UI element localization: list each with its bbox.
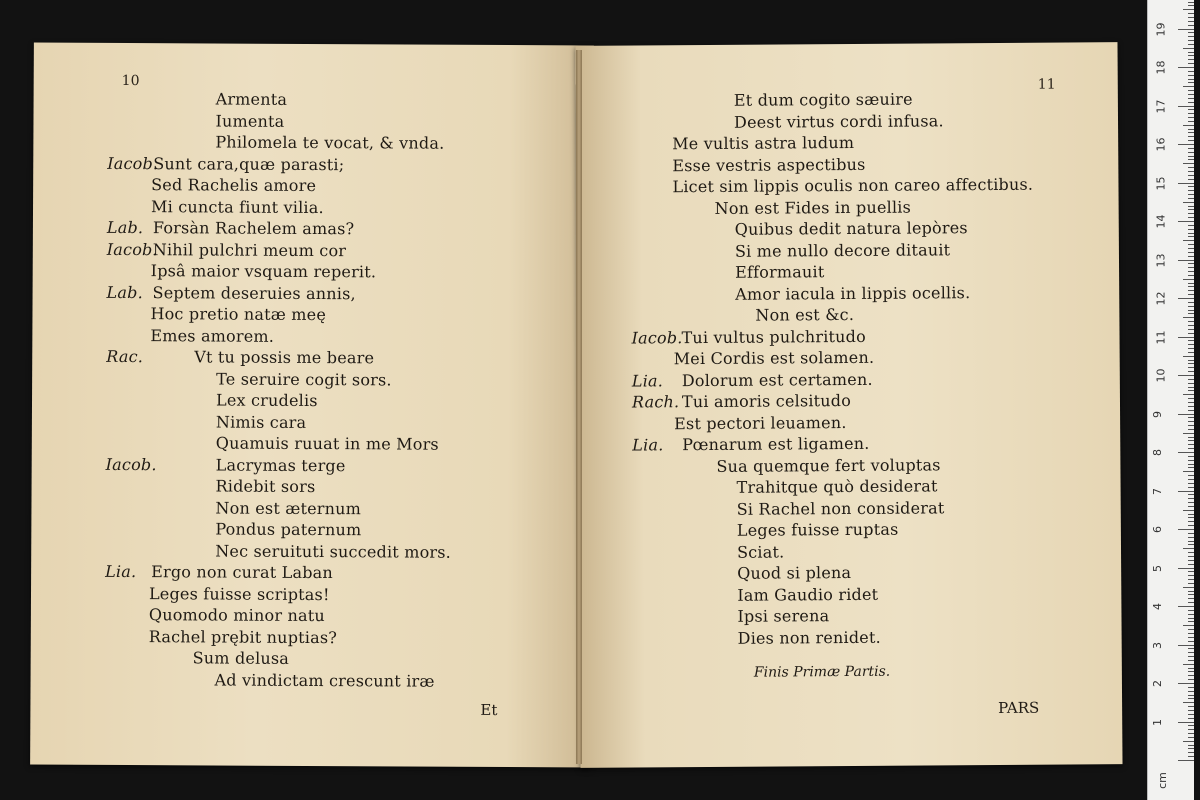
verse-line: Philomela te vocat, & vnda. <box>215 132 445 153</box>
speaker-label: Lab. <box>106 282 143 302</box>
ruler-tick <box>1178 221 1194 222</box>
verse-line: Pondus paternum <box>215 519 362 540</box>
ruler-tick <box>1188 371 1194 372</box>
ruler-tick <box>1188 641 1194 642</box>
verse-line: Esse vestris aspectibus <box>672 154 866 175</box>
ruler-tick <box>1188 117 1194 118</box>
ruler-tick <box>1188 456 1194 457</box>
page-number-left: 10 <box>121 72 140 90</box>
ruler-tick <box>1188 560 1194 561</box>
ruler-tick <box>1183 433 1194 434</box>
verse-line: Mi cuncta fiunt vilia. <box>150 196 324 217</box>
verse-line: Leges fuisse scriptas! <box>148 583 330 604</box>
ruler-tick <box>1183 548 1194 549</box>
ruler-tick <box>1188 633 1194 634</box>
ruler-tick <box>1188 244 1194 245</box>
ruler-tick <box>1178 106 1194 107</box>
ruler-tick <box>1188 363 1194 364</box>
ruler-tick <box>1188 521 1194 522</box>
ruler-tick <box>1188 698 1194 699</box>
ruler-tick <box>1188 729 1194 730</box>
verse-line: Ergo non curat Laban <box>151 562 334 583</box>
ruler-unit: cm <box>1155 772 1169 789</box>
verse-line: Si me nullo decore ditauit <box>734 239 951 261</box>
speaker-label: Lab. <box>106 217 144 238</box>
ruler-tick <box>1178 722 1194 723</box>
ruler-tick <box>1178 606 1194 607</box>
ruler-label: 14 <box>1154 214 1168 229</box>
speaker-label: Rach. <box>631 392 680 412</box>
ruler-tick <box>1188 629 1194 630</box>
ruler-tick <box>1188 275 1194 276</box>
verse-line: Iumenta <box>215 110 285 131</box>
ruler-tick <box>1183 240 1194 241</box>
ruler-tick <box>1188 733 1194 734</box>
ruler-tick <box>1188 348 1194 349</box>
ruler-tick <box>1188 506 1194 507</box>
ruler-tick <box>1188 252 1194 253</box>
ruler-tick <box>1188 533 1194 534</box>
ruler-tick <box>1188 544 1194 545</box>
ruler-tick <box>1188 129 1194 130</box>
ruler-tick <box>1188 25 1194 26</box>
ruler-tick <box>1188 444 1194 445</box>
speaker-label: Iacob. <box>106 239 158 259</box>
ruler-tick <box>1183 587 1194 588</box>
ruler-tick <box>1188 13 1194 14</box>
ruler-tick <box>1188 406 1194 407</box>
ruler-tick <box>1188 718 1194 719</box>
ruler-tick <box>1188 691 1194 692</box>
ruler-tick <box>1188 321 1194 322</box>
ruler-tick <box>1188 40 1194 41</box>
ruler-tick <box>1178 375 1194 376</box>
ruler-tick <box>1188 5 1194 6</box>
verse-line: Est pectori leuamen. <box>674 412 847 433</box>
ruler-tick <box>1188 132 1194 133</box>
ruler-tick <box>1188 525 1194 526</box>
ruler-tick <box>1188 437 1194 438</box>
ruler-tick <box>1188 194 1194 195</box>
ruler-tick <box>1188 209 1194 210</box>
ruler-tick <box>1188 652 1194 653</box>
verse-line: Efformauit <box>735 262 825 282</box>
ruler-tick <box>1178 298 1194 299</box>
ruler-tick <box>1188 294 1194 295</box>
ruler-tick <box>1188 44 1194 45</box>
verse-line: Ad vindictam crescunt iræ <box>214 669 435 691</box>
verse-line: Tui amoris celsitudo <box>681 390 852 412</box>
ruler-tick <box>1188 59 1194 60</box>
ruler-tick <box>1188 695 1194 696</box>
ruler-tick <box>1188 148 1194 149</box>
verse-line: Lex crudelis <box>215 390 318 411</box>
ruler-tick <box>1183 9 1194 10</box>
ruler-tick <box>1188 410 1194 411</box>
verse-line: Te seruire cogit sors. <box>216 368 392 389</box>
ruler-tick <box>1188 236 1194 237</box>
ruler-tick <box>1188 229 1194 230</box>
ruler-tick <box>1188 637 1194 638</box>
ruler-label: 17 <box>1154 99 1168 113</box>
ruler-tick <box>1188 487 1194 488</box>
ruler-tick <box>1183 394 1194 395</box>
ruler-tick <box>1188 398 1194 399</box>
ruler-tick <box>1188 494 1194 495</box>
ruler-tick <box>1178 67 1194 68</box>
verse-line: Leges fuisse ruptas <box>736 519 899 540</box>
ruler-tick <box>1188 710 1194 711</box>
ruler-tick <box>1188 564 1194 565</box>
verse-line: Lacrymas terge <box>215 454 346 475</box>
ruler-tick <box>1188 752 1194 753</box>
ruler-tick <box>1188 479 1194 480</box>
ruler-tick <box>1178 144 1194 145</box>
ruler-tick <box>1188 344 1194 345</box>
ruler-tick <box>1188 448 1194 449</box>
ruler-tick <box>1178 452 1194 453</box>
ruler-tick <box>1188 483 1194 484</box>
ruler-tick <box>1188 313 1194 314</box>
ruler-label: 10 <box>1154 368 1168 383</box>
ruler-tick <box>1188 306 1194 307</box>
ruler-tick <box>1188 556 1194 557</box>
catchword-right: PARS <box>998 698 1040 717</box>
ruler-tick <box>1188 571 1194 572</box>
verse-line: Quomodo minor natu <box>148 605 325 626</box>
verse-line: Emes amorem. <box>150 325 275 346</box>
ruler-tick <box>1188 267 1194 268</box>
ruler-label: 16 <box>1154 137 1168 152</box>
ruler-label: 12 <box>1154 291 1168 306</box>
ruler-tick <box>1188 517 1194 518</box>
ruler-tick <box>1188 475 1194 476</box>
ruler-tick <box>1188 460 1194 461</box>
ruler-tick <box>1183 356 1194 357</box>
ruler-tick <box>1188 325 1194 326</box>
ruler-tick <box>1178 414 1194 415</box>
ruler-label: 6 <box>1151 526 1164 533</box>
ruler-tick <box>1178 337 1194 338</box>
ruler-tick <box>1188 310 1194 311</box>
left-page <box>30 43 594 768</box>
finis-line: Finis Primæ Partis. <box>753 663 891 681</box>
verse-line: Si Rachel non considerat <box>736 497 945 519</box>
verse-line: Non est æternum <box>215 497 362 518</box>
ruler-tick <box>1188 725 1194 726</box>
ruler-tick <box>1183 741 1194 742</box>
speaker-label: Iacob. <box>105 454 157 474</box>
ruler-label: 11 <box>1154 330 1168 344</box>
ruler-tick <box>1188 591 1194 592</box>
ruler-tick <box>1188 159 1194 160</box>
verse-line: Quod si plena <box>737 562 852 583</box>
ruler-tick <box>1188 63 1194 64</box>
ruler-tick <box>1188 668 1194 669</box>
ruler-tick <box>1188 660 1194 661</box>
page-number-right: 11 <box>1037 76 1056 93</box>
ruler-tick <box>1188 283 1194 284</box>
ruler-tick <box>1188 286 1194 287</box>
verse-line: Hoc pretio natæ meę <box>150 304 327 325</box>
ruler-label: 5 <box>1151 564 1164 572</box>
ruler-tick <box>1183 702 1194 703</box>
ruler-tick <box>1188 94 1194 95</box>
ruler-tick <box>1183 664 1194 665</box>
ruler-tick <box>1188 109 1194 110</box>
ruler-tick <box>1188 387 1194 388</box>
verse-line: Ipsi serena <box>737 606 830 626</box>
ruler-label: 1 <box>1151 718 1164 726</box>
ruler-tick <box>1188 583 1194 584</box>
ruler-tick <box>1188 329 1194 330</box>
ruler-tick <box>1188 575 1194 576</box>
ruler-tick <box>1183 625 1194 626</box>
ruler-label: 13 <box>1154 253 1168 267</box>
verse-line: Tui vultus pulchritudo <box>681 326 866 347</box>
ruler-tick <box>1188 610 1194 611</box>
ruler-tick <box>1183 125 1194 126</box>
ruler-tick <box>1178 260 1194 261</box>
ruler-tick <box>1178 645 1194 646</box>
catchword-left: Et <box>480 700 498 719</box>
ruler-tick <box>1188 714 1194 715</box>
ruler-tick <box>1178 183 1194 184</box>
verse-line: Rachel prębit nuptias? <box>148 626 338 647</box>
verse-line: Ipsâ maior vsquam reperit. <box>150 261 377 282</box>
ruler-tick <box>1188 36 1194 37</box>
speaker-label: Rac. <box>106 346 144 367</box>
ruler-tick <box>1188 271 1194 272</box>
verse-line: Et dum cogito sæuire <box>733 89 913 110</box>
ruler-tick <box>1188 464 1194 465</box>
ruler-tick <box>1178 568 1194 569</box>
ruler-tick <box>1188 514 1194 515</box>
ruler-tick <box>1183 163 1194 164</box>
ruler-tick <box>1188 156 1194 157</box>
ruler-tick <box>1188 756 1194 757</box>
ruler-tick <box>1188 421 1194 422</box>
verse-line: Trahitque quò desiderat <box>736 476 938 497</box>
ruler-label: 3 <box>1151 641 1164 649</box>
verse-line: Non est Fides in puellis <box>714 197 912 218</box>
ruler-tick <box>1183 48 1194 49</box>
ruler-tick <box>1188 140 1194 141</box>
ruler-label: 4 <box>1151 603 1164 610</box>
verse-line: Sunt cara,quæ parasti; <box>153 153 345 174</box>
ruler-tick <box>1188 82 1194 83</box>
verse-line: Non est &c. <box>755 304 855 325</box>
ruler-tick <box>1188 213 1194 214</box>
ruler-tick <box>1188 737 1194 738</box>
ruler-tick <box>1188 302 1194 303</box>
ruler-tick <box>1188 648 1194 649</box>
ruler-tick <box>1188 2 1194 3</box>
ruler-tick <box>1188 579 1194 580</box>
verse-line: Dies non renidet. <box>737 627 881 648</box>
ruler-tick <box>1188 537 1194 538</box>
ruler-tick <box>1188 552 1194 553</box>
ruler-label: 15 <box>1154 176 1168 190</box>
ruler-tick <box>1188 352 1194 353</box>
ruler-tick <box>1178 491 1194 492</box>
ruler-tick <box>1178 529 1194 530</box>
ruler-tick <box>1188 79 1194 80</box>
verse-line: Quamuis ruuat in me Mors <box>215 433 439 454</box>
ruler-tick <box>1188 594 1194 595</box>
ruler-tick <box>1183 202 1194 203</box>
ruler-tick <box>1188 17 1194 18</box>
ruler-tick <box>1188 687 1194 688</box>
speaker-label: Iacob. <box>107 153 159 173</box>
ruler-tick <box>1188 671 1194 672</box>
measuring-ruler <box>1147 0 1194 800</box>
open-book <box>24 44 1124 774</box>
ruler-tick <box>1188 263 1194 264</box>
ruler-tick <box>1188 90 1194 91</box>
verse-line: Ridebit sors <box>215 476 316 497</box>
verse-line: Sua quemque fert voluptas <box>716 454 941 476</box>
ruler-tick <box>1188 706 1194 707</box>
ruler-tick <box>1188 618 1194 619</box>
ruler-tick <box>1188 602 1194 603</box>
ruler-tick <box>1188 102 1194 103</box>
ruler-tick <box>1188 113 1194 114</box>
ruler-tick <box>1178 760 1194 761</box>
ruler-tick <box>1188 152 1194 153</box>
ruler-tick <box>1188 390 1194 391</box>
ruler-tick <box>1188 502 1194 503</box>
ruler-tick <box>1188 217 1194 218</box>
book-spine <box>576 50 582 764</box>
ruler-tick <box>1188 333 1194 334</box>
ruler-tick <box>1183 279 1194 280</box>
speaker-label: Lia. <box>105 561 137 582</box>
verse-line: Forsàn Rachelem amas? <box>152 218 355 239</box>
ruler-tick <box>1178 29 1194 30</box>
ruler-tick <box>1188 383 1194 384</box>
verse-line: Nec seruituti succedit mors. <box>215 540 452 562</box>
ruler-tick <box>1188 21 1194 22</box>
verse-line: Nihil pulchri meum cor <box>152 239 347 260</box>
ruler-tick <box>1188 179 1194 180</box>
ruler-tick <box>1188 402 1194 403</box>
ruler-tick <box>1188 225 1194 226</box>
ruler-tick <box>1183 317 1194 318</box>
verse-line: Vt tu possis me beare <box>194 347 375 368</box>
verse-line: Pœnarum est ligamen. <box>682 433 870 455</box>
ruler-tick <box>1188 98 1194 99</box>
ruler-tick <box>1188 55 1194 56</box>
ruler-tick <box>1188 679 1194 680</box>
ruler-tick <box>1183 510 1194 511</box>
verse-line: Sum delusa <box>192 648 290 668</box>
ruler-tick <box>1188 429 1194 430</box>
ruler-tick <box>1188 748 1194 749</box>
ruler-tick <box>1188 167 1194 168</box>
ruler-tick <box>1188 233 1194 234</box>
verse-line: Iam Gaudio ridet <box>737 584 879 605</box>
ruler-label: 2 <box>1151 680 1164 687</box>
ruler-label: 9 <box>1151 410 1164 418</box>
verse-line: Sciat. <box>736 541 785 562</box>
ruler-tick <box>1188 32 1194 33</box>
ruler-tick <box>1188 417 1194 418</box>
ruler-tick <box>1188 675 1194 676</box>
ruler-tick <box>1183 86 1194 87</box>
ruler-tick <box>1188 171 1194 172</box>
verse-line: Nimis cara <box>215 411 307 432</box>
ruler-tick <box>1188 379 1194 380</box>
ruler-tick <box>1188 598 1194 599</box>
ruler-label: 8 <box>1151 449 1164 456</box>
speaker-label: Lia. <box>632 435 664 455</box>
ruler-tick <box>1188 75 1194 76</box>
ruler-tick <box>1188 656 1194 657</box>
ruler-tick <box>1188 52 1194 53</box>
verse-line: Deest virtus cordi infusa. <box>733 110 944 132</box>
ruler-tick <box>1188 425 1194 426</box>
ruler-tick <box>1188 136 1194 137</box>
verse-line: Mei Cordis est solamen. <box>673 347 875 369</box>
ruler-tick <box>1188 248 1194 249</box>
verse-line: Sed Rachelis amore <box>151 175 317 196</box>
ruler-tick <box>1188 440 1194 441</box>
ruler-tick <box>1188 498 1194 499</box>
ruler-tick <box>1188 541 1194 542</box>
ruler-tick <box>1188 190 1194 191</box>
ruler-tick <box>1188 360 1194 361</box>
verse-line: Dolorum est certamen. <box>681 369 873 390</box>
speaker-label: Lia. <box>631 370 664 391</box>
verse-line: Amor iacula in lippis ocellis. <box>735 282 971 304</box>
ruler-tick <box>1188 614 1194 615</box>
speaker-label: Iacob. <box>631 327 683 348</box>
ruler-label: 18 <box>1154 60 1168 75</box>
verse-line: Quibus dedit natura lepòres <box>734 218 968 239</box>
right-page <box>575 42 1122 768</box>
verse-line: Septem deseruies annis, <box>152 282 356 303</box>
ruler-tick <box>1188 198 1194 199</box>
ruler-tick <box>1188 467 1194 468</box>
ruler-tick <box>1178 683 1194 684</box>
ruler-tick <box>1188 175 1194 176</box>
ruler-tick <box>1188 256 1194 257</box>
ruler-tick <box>1188 206 1194 207</box>
verse-line: Licet sim lippis oculis non careo affectibus. <box>672 174 1034 197</box>
ruler-label: 7 <box>1151 487 1164 495</box>
ruler-tick <box>1188 367 1194 368</box>
ruler-tick <box>1183 471 1194 472</box>
ruler-label: 19 <box>1154 22 1168 36</box>
verse-line: Armenta <box>215 89 288 109</box>
verse-line: Me vultis astra ludum <box>672 132 855 154</box>
ruler-tick <box>1188 745 1194 746</box>
ruler-tick <box>1188 186 1194 187</box>
ruler-tick <box>1188 290 1194 291</box>
ruler-tick <box>1188 340 1194 341</box>
ruler-tick <box>1188 621 1194 622</box>
ruler-tick <box>1188 71 1194 72</box>
ruler-tick <box>1188 121 1194 122</box>
